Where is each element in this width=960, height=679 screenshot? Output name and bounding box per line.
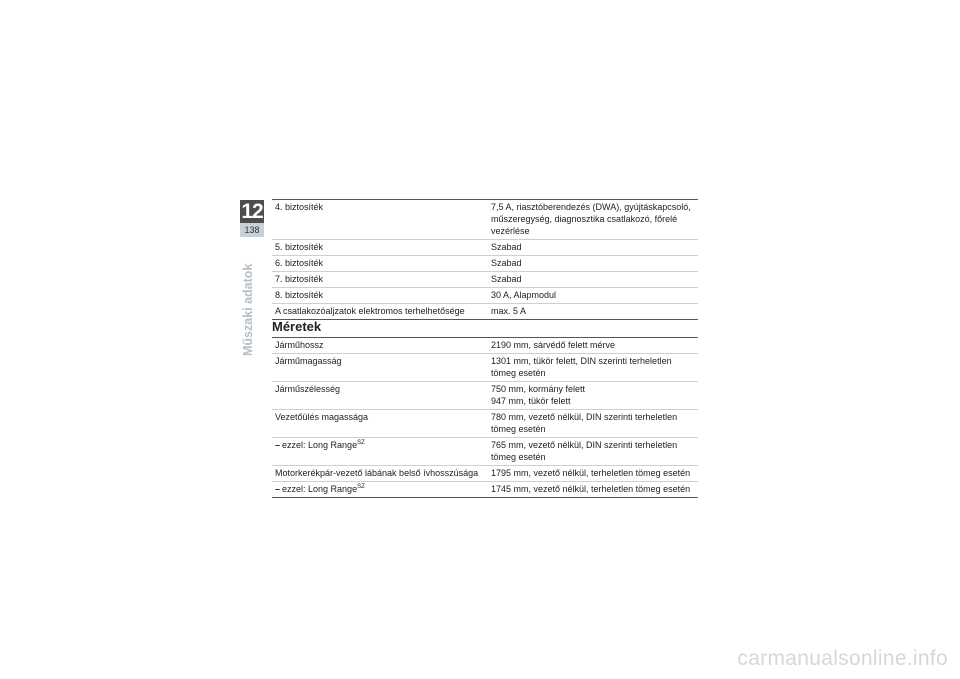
option-superscript: SZ: [357, 484, 365, 490]
row-value: 765 mm, vezető nélkül, DIN szerinti terheletlen tömeg esetén: [491, 438, 698, 466]
row-label: 6. biztosíték: [272, 256, 491, 272]
row-value: Szabad: [491, 272, 698, 288]
option-superscript: SZ: [357, 440, 365, 446]
row-label: Járműmagasság: [272, 354, 491, 382]
table-row: [272, 304, 698, 320]
table-row: [272, 438, 698, 466]
row-value: Szabad: [491, 256, 698, 272]
table-row: [272, 256, 698, 272]
chapter-number: 12: [241, 200, 263, 223]
row-label: 8. biztosíték: [272, 288, 491, 304]
dimensions-table: [272, 337, 698, 498]
row-value: Szabad: [491, 240, 698, 256]
row-value: 1745 mm, vezető nélkül, terheletlen tömeg esetén: [491, 482, 698, 498]
watermark: carmanualsonline.info: [737, 647, 948, 670]
chapter-tab: [240, 200, 264, 237]
row-label: 5. biztosíték: [272, 240, 491, 256]
dash-icon: –: [275, 484, 281, 494]
table-row: [272, 240, 698, 256]
row-label: ezzel: Long Range: [282, 484, 358, 494]
row-label: A csatlakozóaljzatok elektromos terhelhetősége: [272, 304, 491, 320]
table-row: [272, 288, 698, 304]
row-value-group: [491, 382, 698, 410]
row-value-secondary: 947 mm, tükör felett: [491, 396, 571, 406]
table-row: [272, 200, 698, 240]
table-row: [272, 382, 698, 410]
row-value: max. 5 A: [491, 304, 698, 320]
row-value: 30 A, Alapmodul: [491, 288, 698, 304]
row-label: 4. biztosíték: [272, 200, 491, 240]
row-value: 7,5 A, riasztóberendezés (DWA), gyújtáskapcsoló, műszeregység, diagnosztika csatlakozó, főrelé vezérlése: [491, 200, 698, 240]
row-label: Vezetőülés magassága: [272, 410, 491, 438]
table-row: [272, 410, 698, 438]
row-label-group: [272, 438, 491, 466]
dash-icon: –: [275, 440, 281, 450]
page-number: 138: [240, 223, 264, 237]
row-value: 1795 mm, vezető nélkül, terheletlen tömeg esetén: [491, 466, 698, 482]
row-value: 2190 mm, sárvédő felett mérve: [491, 338, 698, 354]
table-row: [272, 272, 698, 288]
table-row: [272, 354, 698, 382]
row-label: 7. biztosíték: [272, 272, 491, 288]
row-value: 1301 mm, tükör felett, DIN szerinti terheletlen tömeg esetén: [491, 354, 698, 382]
row-value: 750 mm, kormány felett: [491, 384, 586, 394]
row-label: Járműszélesség: [272, 382, 491, 410]
fuse-table: [272, 199, 698, 320]
row-label-group: [272, 482, 491, 498]
row-value: 780 mm, vezető nélkül, DIN szerinti terheletlen tömeg esetén: [491, 410, 698, 438]
row-label: Járműhossz: [272, 338, 491, 354]
section-title: Méretek: [272, 319, 322, 334]
table-row: [272, 466, 698, 482]
table-row: [272, 482, 698, 498]
row-label: Motorkerékpár-vezető lábának belső ívhosszúsága: [272, 466, 491, 482]
row-label: ezzel: Long Range: [282, 440, 358, 450]
table-row: [272, 338, 698, 354]
chapter-title: Műszaki adatok: [241, 263, 255, 356]
